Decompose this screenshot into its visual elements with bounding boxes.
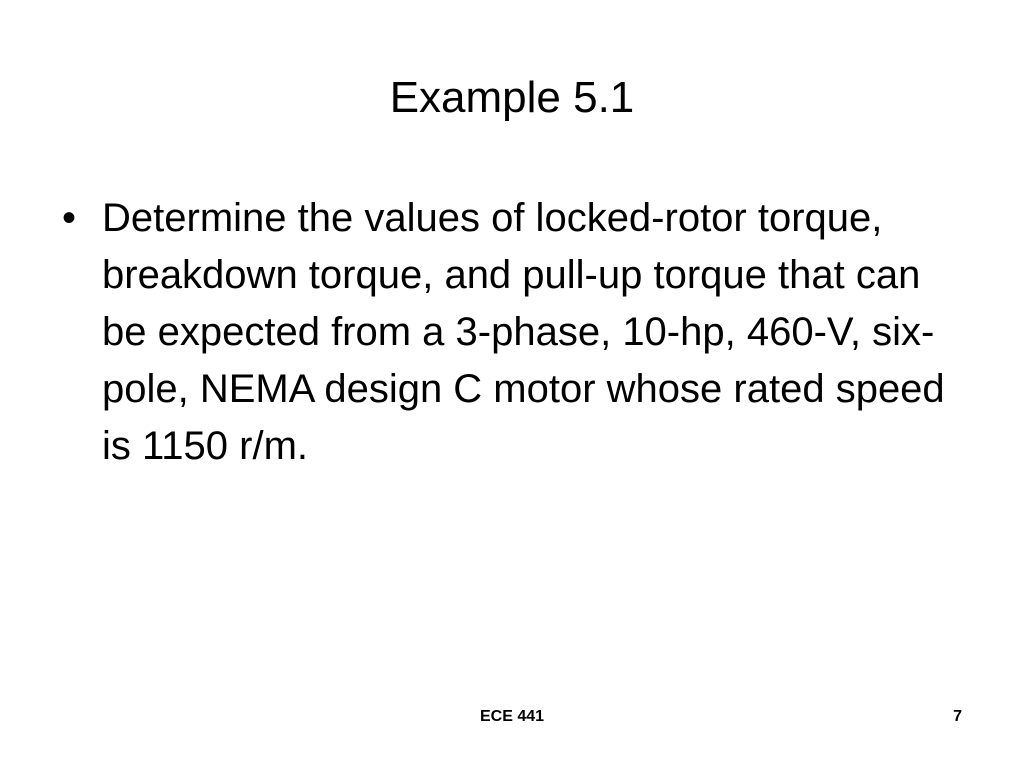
slide-title: Example 5.1 bbox=[389, 73, 635, 122]
bullet-marker: • bbox=[62, 196, 77, 240]
bullet-text: Determine the values of locked-rotor torque, breakdown torque, and pull-up torque that can be expected from a 3-phase, 10-hp, 460-V, six-pole, NEMA design C motor whose rated speed is 1150 r/m. bbox=[102, 196, 945, 468]
slide-body bbox=[62, 190, 972, 475]
footer-page-number: 7 bbox=[953, 708, 962, 725]
bullet-item bbox=[62, 190, 972, 475]
footer-course: ECE 441 bbox=[479, 708, 545, 725]
